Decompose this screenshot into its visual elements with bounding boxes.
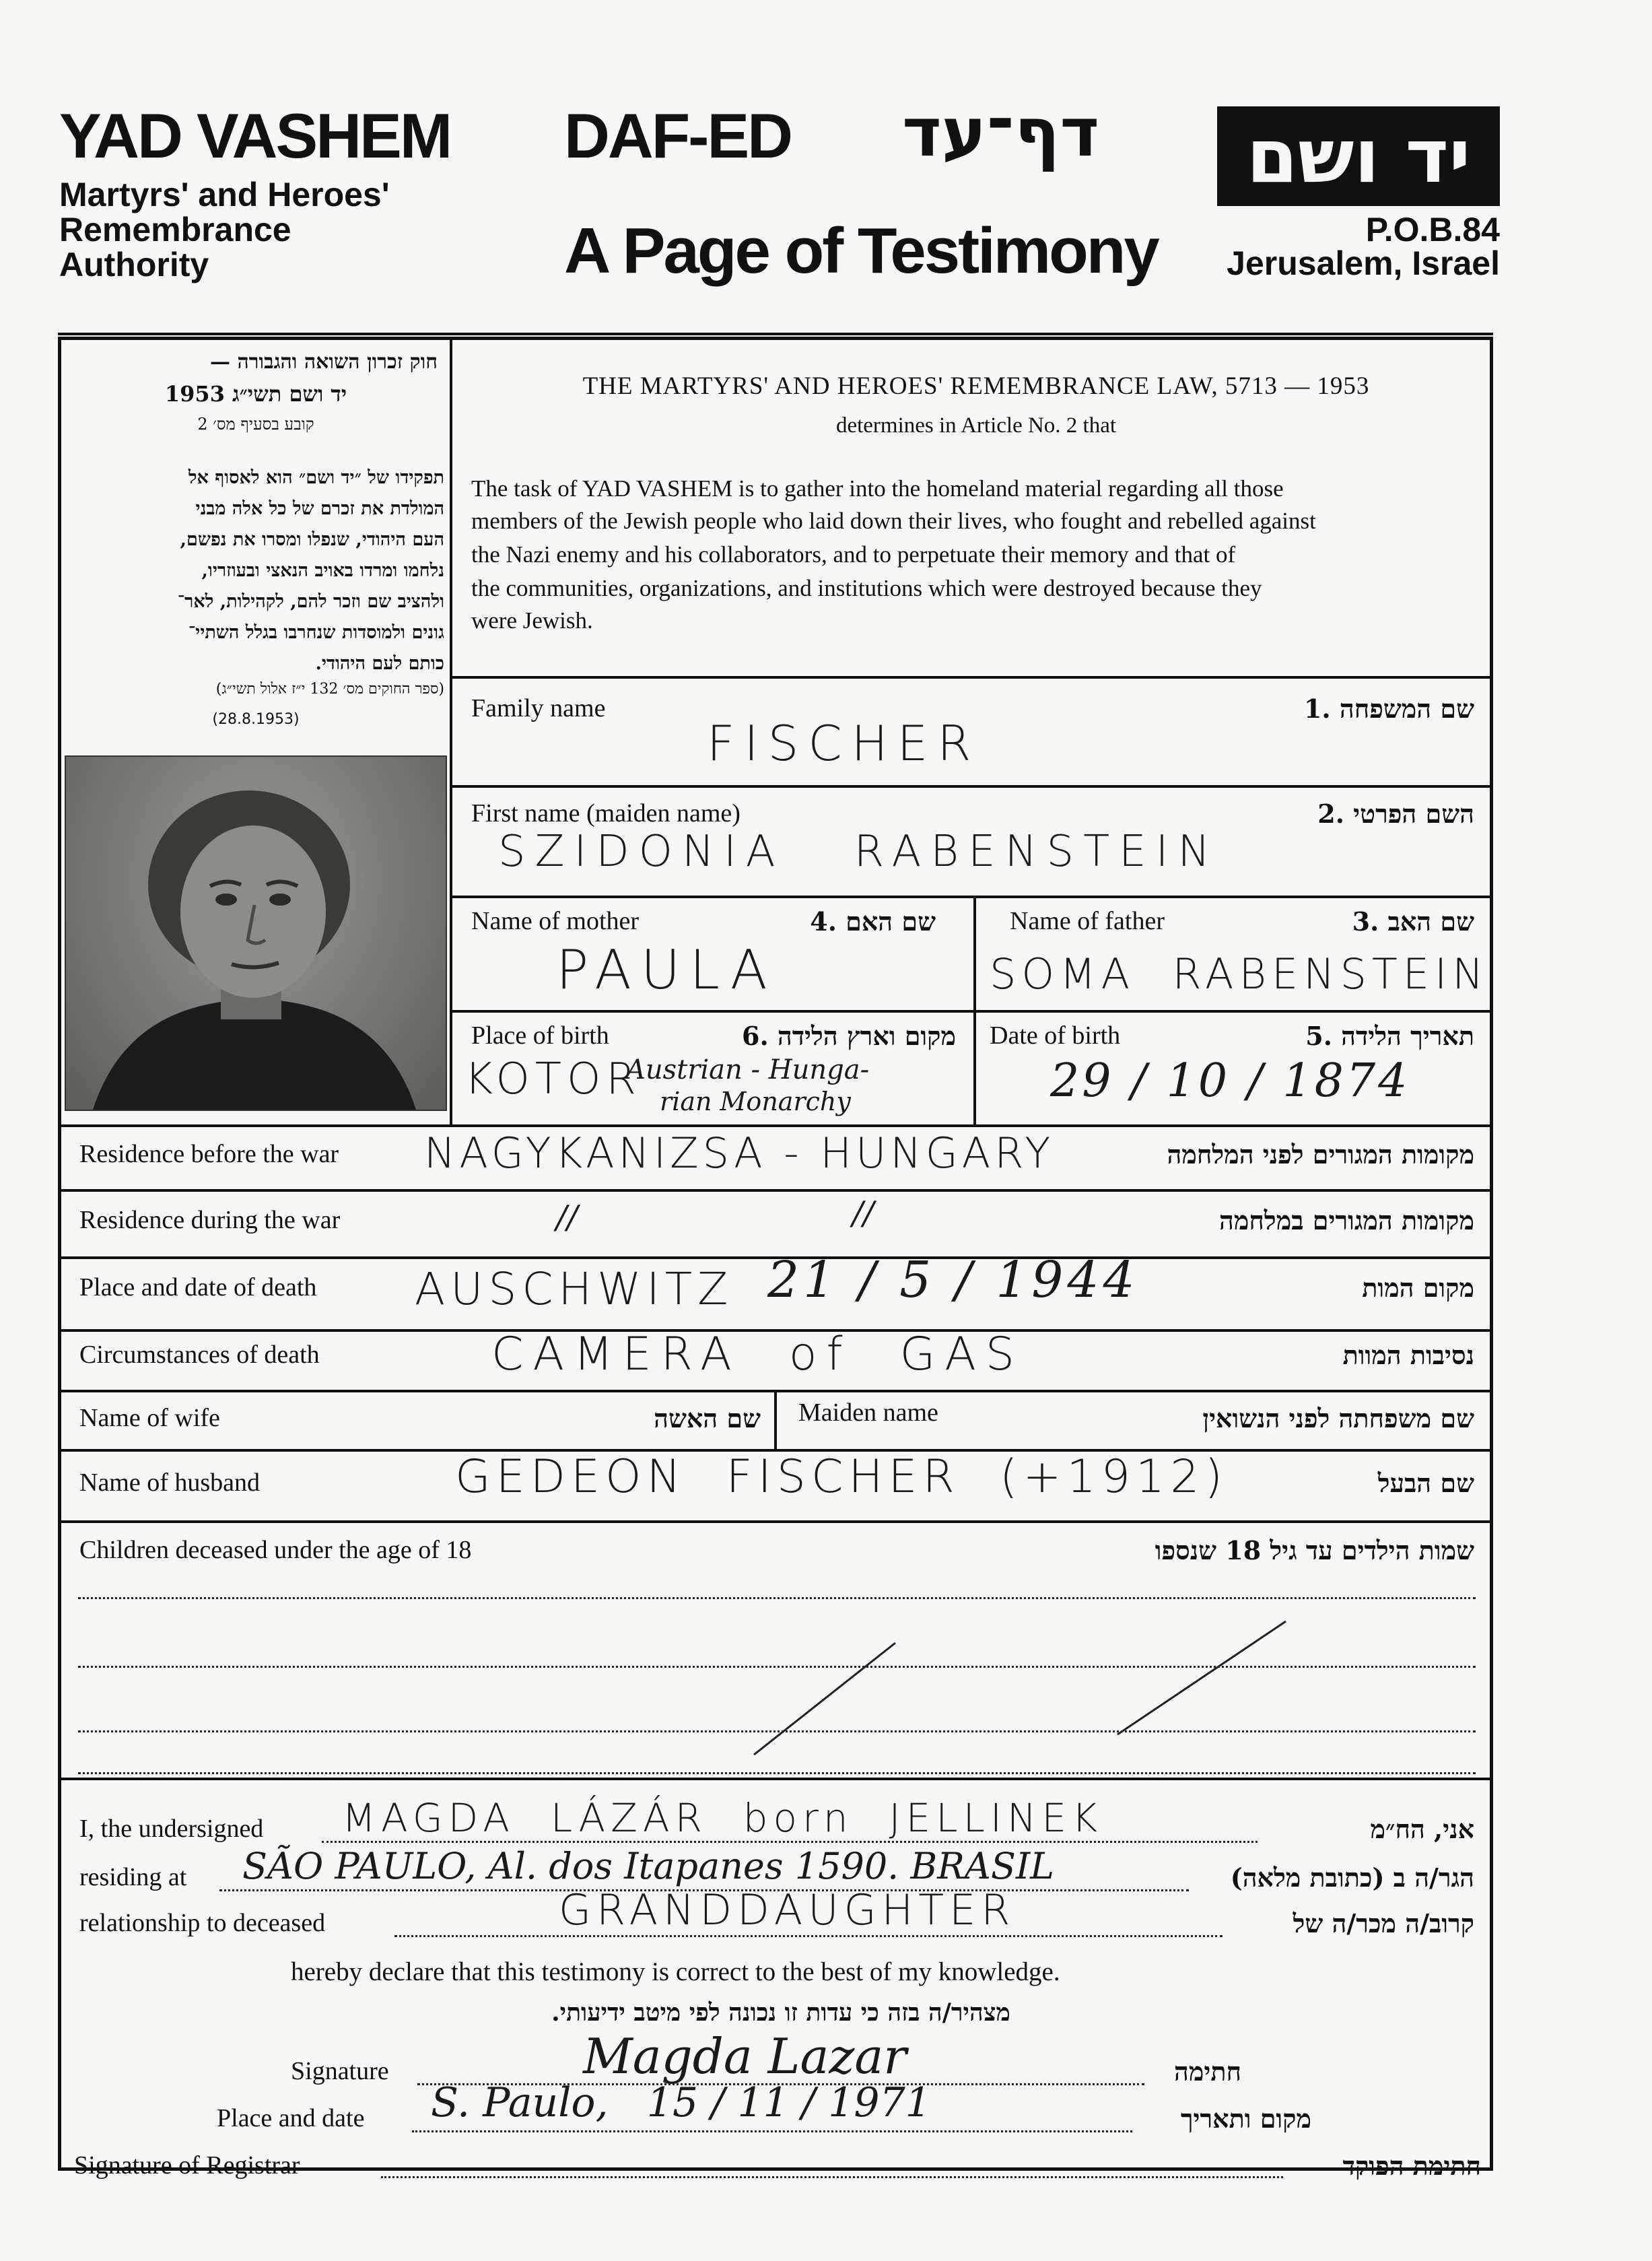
death-label-he: מקום המות xyxy=(1362,1273,1474,1303)
residence-during-mark-1: // xyxy=(556,1199,578,1236)
mother-label-he: שם האם .4 xyxy=(810,906,936,937)
registrar-label: Signature of Registrar xyxy=(74,2151,300,2180)
registrar-label-he: חתימת הפוקד xyxy=(1342,2151,1481,2181)
law-he-body-5: ולהציב שם וזכר להם, לקהילות, לאר־ xyxy=(177,591,444,612)
law-he-body-7: כותם לעם היהודי. xyxy=(315,653,444,674)
residence-before-label: Residence before the war xyxy=(79,1140,339,1168)
family-name-label: Family name xyxy=(471,694,606,722)
law-en-para-3: the Nazi enemy and his collaborators, and to perpetuate their memory and that of xyxy=(471,541,1236,568)
org-subtitle-3: Authority xyxy=(59,246,209,283)
father-label-he: שם האב .3 xyxy=(1352,906,1474,937)
signature-value: Magda Lazar xyxy=(583,2028,907,2085)
first-name-label-he: השם הפרטי .2 xyxy=(1317,799,1474,829)
undersigned-label: I, the undersigned xyxy=(79,1815,264,1843)
date-of-birth-label: Date of birth xyxy=(990,1021,1121,1050)
date-of-birth-value: 29 / 10 / 1874 xyxy=(1050,1054,1410,1108)
org-subtitle-1: Martyrs' and Heroes' xyxy=(59,176,390,213)
family-name-value: FISCHER xyxy=(707,715,981,772)
residing-value: SÃO PAULO, Al. dos Itapanes 1590. BRASIL xyxy=(242,1845,1055,1887)
father-value: SOMA RABENSTEIN xyxy=(990,949,1489,999)
circumstances-label-he: נסיבות המוות xyxy=(1342,1340,1474,1370)
place-of-birth-label-he: מקום וארץ הלידה .6 xyxy=(742,1021,956,1051)
husband-label-he: שם הבעל xyxy=(1377,1468,1474,1498)
page-title: A Page of Testimony xyxy=(564,215,1158,287)
law-he-body-4: נלחמו ומרדו באויב הנאצי ובעוזריו, xyxy=(201,560,444,581)
dafed-title-he: דף־עד xyxy=(902,93,1100,172)
law-he-body-2: המולדת את זכרם של כל אלה מבני xyxy=(195,498,444,519)
wife-label: Name of wife xyxy=(79,1404,220,1432)
place-of-birth-label: Place of birth xyxy=(471,1021,609,1050)
place-of-birth-note-2: rian Monarchy xyxy=(660,1087,851,1116)
org-name: YAD VASHEM xyxy=(59,100,451,171)
law-en-title: THE MARTYRS' AND HEROES' REMEMBRANCE LAW, 5713 — 1953 xyxy=(582,372,1370,400)
first-name-label: First name (maiden name) xyxy=(471,799,741,828)
maiden-label: Maiden name xyxy=(798,1398,938,1427)
residence-before-label-he: מקומות המגורים לפני המלחמה xyxy=(1167,1139,1474,1170)
children-label-he: שמות הילדים עד גיל 18 שנספו xyxy=(1155,1535,1474,1565)
mother-label: Name of mother xyxy=(471,907,640,935)
undersigned-value: MAGDA LÁZÁR born JELLINEK xyxy=(342,1795,1103,1841)
first-name-value: SZIDONIA RABENSTEIN xyxy=(498,827,1220,877)
residence-during-mark-2: // xyxy=(852,1194,874,1232)
law-he-body-9: (28.8.1953) xyxy=(212,711,300,728)
date-of-birth-label-he: תאריך הלידה .5 xyxy=(1305,1021,1474,1051)
place-date-value: S. Paulo, 15 / 11 / 1971 xyxy=(431,2079,931,2126)
signature-label: Signature xyxy=(291,2057,389,2085)
place-of-birth-note-1: Austrian - Hunga- xyxy=(626,1054,870,1085)
residence-during-label: Residence during the war xyxy=(79,1206,341,1234)
wife-label-he: שם האשה xyxy=(654,1403,761,1433)
law-en-subtitle: determines in Article No. 2 that xyxy=(835,413,1117,438)
place-of-birth-value: KOTOR xyxy=(464,1054,642,1104)
declaration-statement-he: מצהיר/ה בזה כי עדות זו נכונה לפי מיטב ידיעותי. xyxy=(551,1998,1010,2027)
declaration-statement: hereby declare that this testimony is correct to the best of my knowledge. xyxy=(291,1957,1060,1986)
law-he-body-8: (ספר החוקים מס׳ 132 י״ז אלול תשי״ג) xyxy=(215,681,444,698)
law-en-para-4: the communities, organizations, and institutions which were destroyed because they xyxy=(471,575,1262,601)
husband-value: GEDEON FISCHER (+1912) xyxy=(455,1450,1229,1504)
law-he-year: יד ושם תשי״ג 1953 xyxy=(164,381,347,407)
residing-label: residing at xyxy=(79,1863,187,1891)
circumstances-label: Circumstances of death xyxy=(79,1341,320,1369)
death-label: Place and date of death xyxy=(79,1273,317,1302)
law-en-para-5: were Jewish. xyxy=(471,607,593,634)
law-en-para-1: The task of YAD VASHEM is to gather into the homeland material regarding all those xyxy=(471,475,1284,502)
family-name-label-he: שם המשפחה .1 xyxy=(1303,694,1474,724)
law-en-para-2: members of the Jewish people who laid down their lives, who fought and rebelled against xyxy=(471,508,1316,534)
dafed-title: DAF-ED xyxy=(564,100,792,171)
death-date-value: 21 / 5 / 1944 xyxy=(767,1251,1139,1309)
residing-label-he: הגר/ה ב (כתובת מלאה) xyxy=(1230,1862,1474,1893)
undersigned-label-he: אני, הח״מ xyxy=(1370,1814,1474,1844)
law-he-body-6: גונים ולמוסדות שנחרבו בגלל השתיי־ xyxy=(188,622,444,643)
relationship-label: relationship to deceased xyxy=(79,1909,326,1937)
city: Jerusalem, Israel xyxy=(1227,244,1500,282)
law-he-title: חוק זכרון השואה והגבורה — xyxy=(210,350,438,374)
children-label: Children deceased under the age of 18 xyxy=(79,1536,472,1564)
place-date-label: Place and date xyxy=(217,2104,365,2132)
death-place-value: AUSCHWITZ xyxy=(415,1263,734,1315)
residence-during-label-he: מקומות המגורים במלחמה xyxy=(1219,1205,1474,1236)
maiden-label-he: שם משפחתה לפני הנשואין xyxy=(1202,1403,1474,1433)
yad-vashem-logo: יד ושם xyxy=(1217,106,1500,206)
residence-before-value: NAGYKANIZSA - HUNGARY xyxy=(424,1128,1055,1178)
law-he-body-3: העם היהודי, שנפלו ומסרו את נפשם, xyxy=(180,529,444,550)
place-date-label-he: מקום ותאריך xyxy=(1180,2103,1311,2134)
pob: P.O.B.84 xyxy=(1365,211,1500,248)
law-he-body-1: תפקידו של ״יד ושם״ הוא לאסוף אל xyxy=(188,467,444,488)
father-label: Name of father xyxy=(1010,907,1165,935)
law-he-article: קובע בסעיף מס׳ 2 xyxy=(197,415,314,434)
org-subtitle-2: Remembrance xyxy=(59,211,291,248)
mother-value: PAULA xyxy=(556,939,777,1001)
circumstances-value: CAMERA of GAS xyxy=(491,1328,1025,1381)
relationship-label-he: קרוב/ה מכר/ה של xyxy=(1293,1908,1474,1938)
relationship-value: GRANDDAUGHTER xyxy=(559,1885,1016,1934)
husband-label: Name of husband xyxy=(79,1469,261,1497)
signature-label-he: חתימה xyxy=(1173,2056,1241,2087)
